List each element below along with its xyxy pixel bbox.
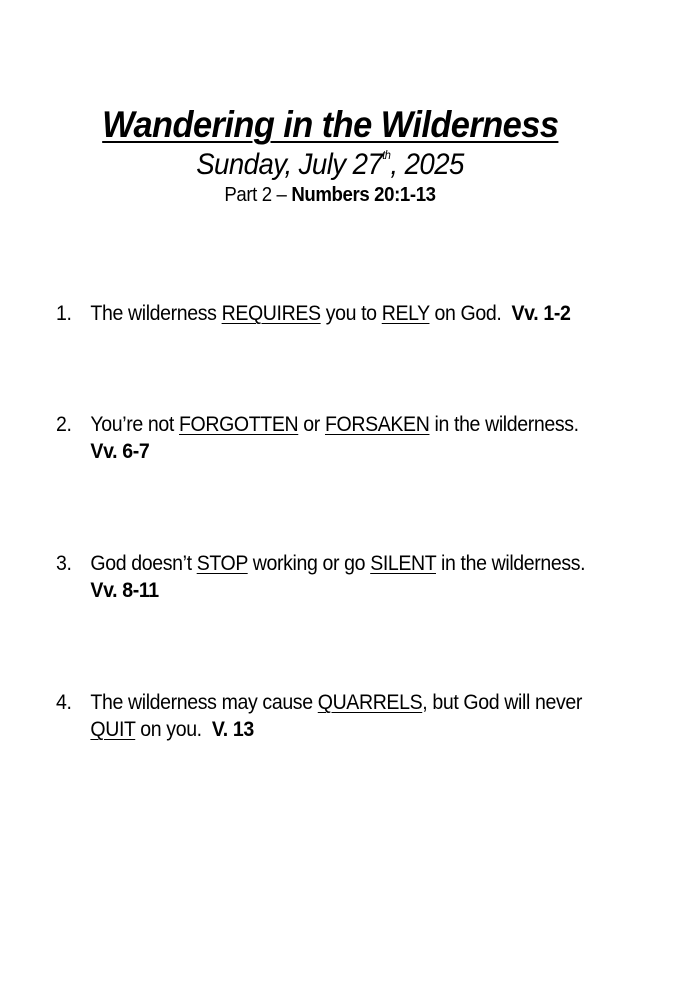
fill-in-blank: QUIT <box>90 718 136 741</box>
point-text-part: or <box>298 413 325 436</box>
sermon-part <box>23 184 637 207</box>
part-label: Part 2 – <box>224 184 292 206</box>
point-text-part: , but God will never <box>422 691 582 714</box>
date-year: , 2025 <box>390 148 464 181</box>
point-4 <box>56 689 633 743</box>
date-main: Sunday, July 27 <box>196 148 383 181</box>
point-text-line-2 <box>90 716 632 743</box>
point-text-line-2 <box>90 577 632 604</box>
point-2 <box>56 411 633 465</box>
scripture-reference: Numbers 20:1-13 <box>291 184 436 206</box>
point-text <box>90 689 632 716</box>
sermon-header <box>0 104 660 207</box>
point-text-part: on God. <box>429 302 502 325</box>
point-text <box>90 550 632 577</box>
fill-in-blank: FORSAKEN <box>324 413 430 436</box>
verse-reference: V. 13 <box>211 718 254 741</box>
verse-reference: Vv. 8-11 <box>90 579 159 602</box>
fill-in-blank: REQUIRES <box>221 302 321 325</box>
verse-reference: Vv. 1-2 <box>511 302 571 325</box>
point-text-part: The wilderness <box>90 302 222 325</box>
point-text-part: You’re not <box>90 413 179 436</box>
fill-in-blank: QUARRELS <box>317 691 423 714</box>
point-text-part: on you. <box>135 718 202 741</box>
point-number: 1. <box>56 302 72 325</box>
sermon-title: Wandering in the Wilderness <box>101 104 559 145</box>
verse-reference: Vv. 6-7 <box>90 440 150 463</box>
fill-in-blank: SILENT <box>370 552 436 575</box>
point-text-part: working or go <box>247 552 371 575</box>
point-text <box>90 300 632 327</box>
fill-in-blank: RELY <box>381 302 430 325</box>
fill-in-blank: FORGOTTEN <box>178 413 299 436</box>
point-number: 4. <box>56 691 72 714</box>
point-text-line-2 <box>90 438 632 465</box>
point-text-part: in the wilderness. <box>435 552 586 575</box>
point-text-part: God doesn’t <box>90 552 197 575</box>
sermon-date <box>26 148 633 182</box>
point-number: 2. <box>56 413 72 436</box>
point-text <box>90 411 632 438</box>
date-suffix: th <box>382 148 391 162</box>
point-number: 3. <box>56 552 72 575</box>
point-text-part: in the wilderness. <box>429 413 579 436</box>
point-3 <box>56 550 633 604</box>
point-1 <box>56 300 633 327</box>
point-text-part: you to <box>320 302 382 325</box>
point-text-part: The wilderness may cause <box>90 691 318 714</box>
fill-in-blank: STOP <box>196 552 248 575</box>
